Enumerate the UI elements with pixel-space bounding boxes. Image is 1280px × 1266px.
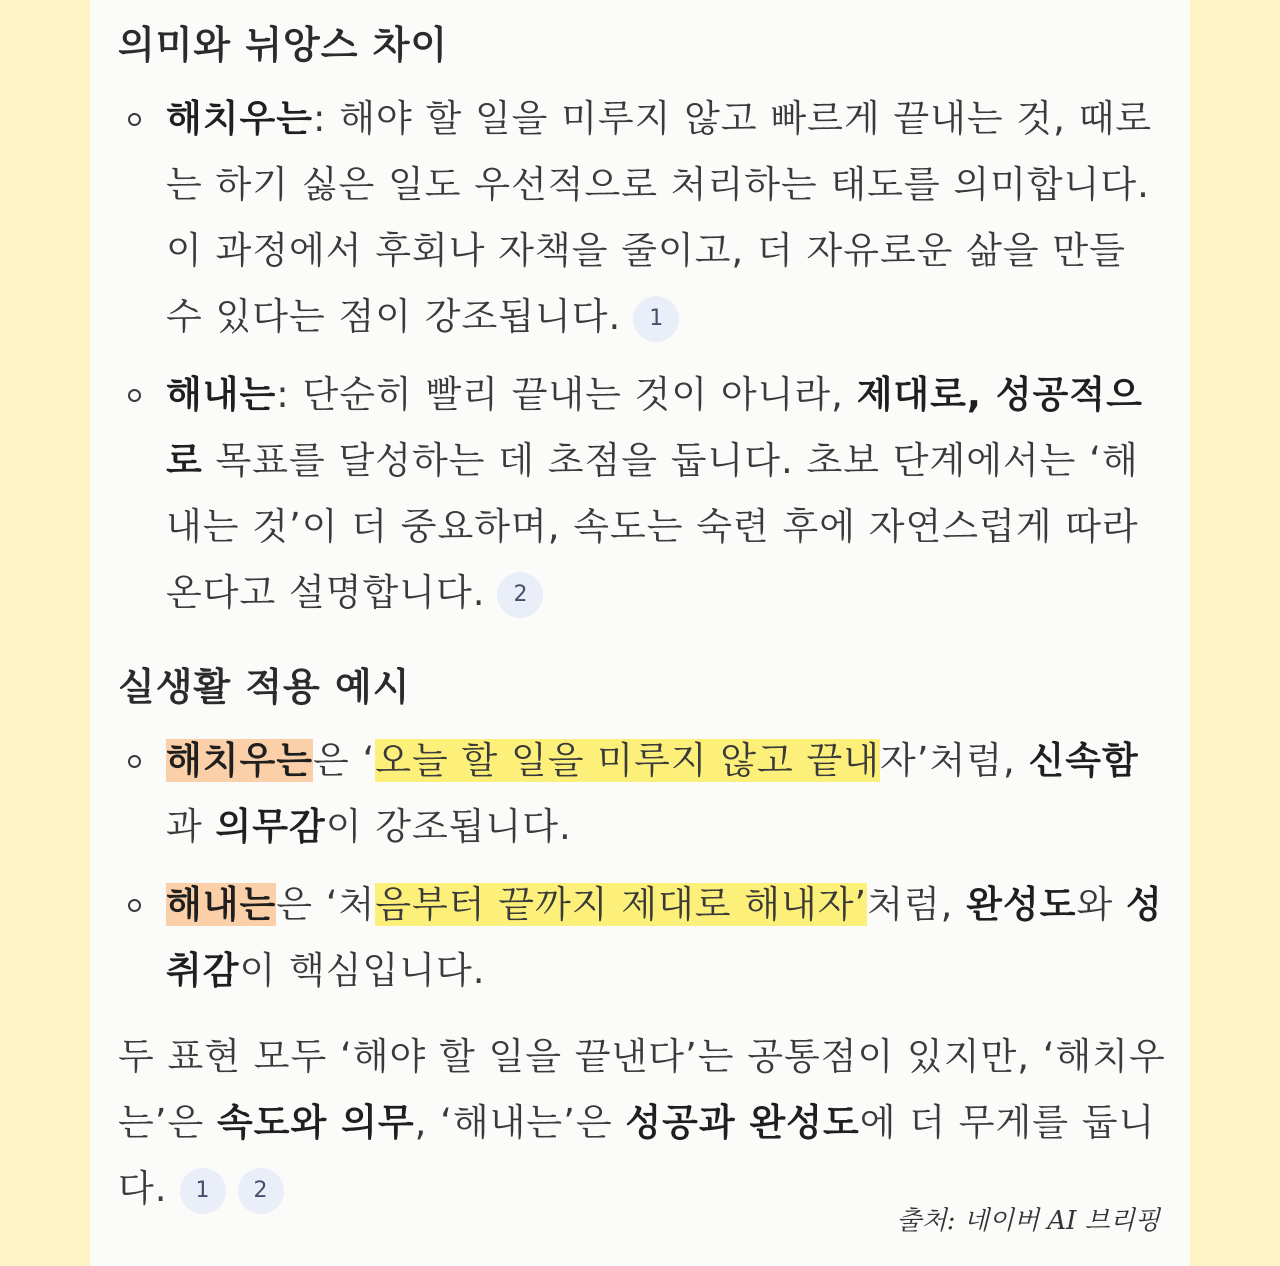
term-haeneneun: 해내는: [166, 373, 277, 416]
item-text: 해치우는: 해야 할 일을 미루지 않고 빠르게 끝내는 것, 때로는 하기 싫은 일도 우선적으로 처리하는 태도를 의미합니다. 이 과정에서 후회나 자책을 줄이고, 더 자유로운 삶을 만들 수 있다는 점이 강조됩니다. 1: [166, 86, 1166, 350]
term-haeneneun-highlighted: 해내는: [166, 883, 277, 926]
document-page: [90, 0, 1190, 1266]
quote-highlight: 오늘 할 일을 미루지 않고 끝내: [375, 739, 880, 782]
citation-badge[interactable]: 2: [497, 572, 543, 618]
citation-badge[interactable]: 1: [180, 1168, 226, 1214]
item-text: 해내는은 ‘처음부터 끝까지 제대로 해내자’처럼, 완성도와 성취감이 핵심입니다.: [166, 883, 1163, 992]
source-caption: 출처: 네이버 AI 브리핑: [896, 1206, 1160, 1236]
citation-badge[interactable]: 1: [633, 296, 679, 342]
term-haechiuneun-highlighted: 해치우는: [166, 739, 313, 782]
item-text: 해치우는은 ‘오늘 할 일을 미루지 않고 끝내자’처럼, 신속함과 의무감이 강조됩니다.: [166, 739, 1139, 848]
section-title-meaning: 의미와 뉘앙스 차이: [118, 23, 449, 67]
bullet-icon: [128, 113, 141, 126]
item-text: 해내는: 단순히 빨리 끝내는 것이 아니라, 제대로, 성공적으로 목표를 달성하는 데 초점을 둡니다. 초보 단계에서는 ‘해내는 것’이 더 중요하며, 속도는 숙련 후에 자연스럽게 따라온다고 설명합니다. 2: [166, 362, 1166, 626]
summary-paragraph: 두 표현 모두 ‘해야 할 일을 끝낸다’는 공통점이 있지만, ‘해치우는’은 속도와 의무, ‘해내는’은 성공과 완성도에 더 무게를 둡니다. 1 2: [118, 1024, 1178, 1222]
bullet-icon: [128, 389, 141, 402]
section-title-examples: 실생활 적용 예시: [118, 665, 411, 709]
bullet-icon: [128, 899, 141, 912]
quote-highlight: 음부터 끝까지 제대로 해내자’: [375, 883, 868, 926]
bullet-icon: [128, 755, 141, 768]
term-haechiuneun: 해치우는: [166, 97, 313, 140]
citation-badge[interactable]: 2: [238, 1168, 284, 1214]
